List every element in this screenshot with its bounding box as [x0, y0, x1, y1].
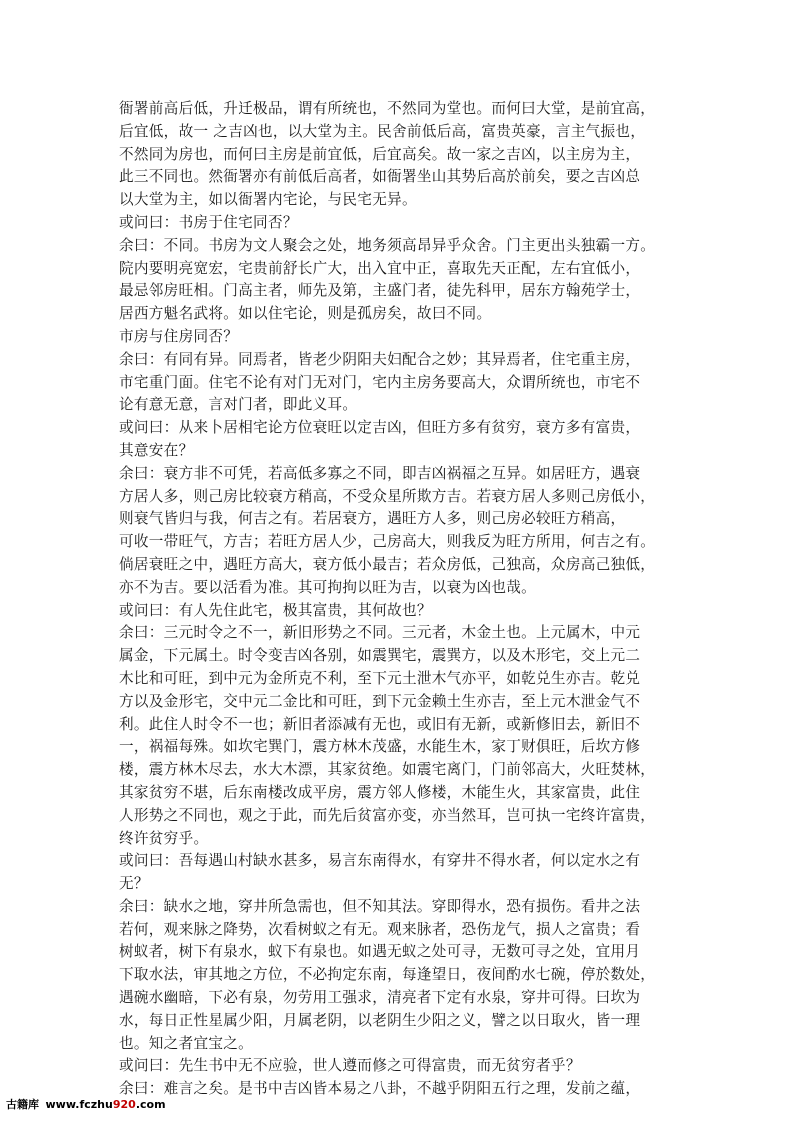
- text-line: 余曰：衰方非不可凭，若高低多寡之不同，即吉凶祸福之互异。如居旺方，遇衰: [119, 464, 641, 482]
- text-line: 市房与住房同否？: [119, 327, 239, 345]
- text-line: 终许贫穷乎。: [119, 829, 209, 847]
- text-line: 或问曰：书房于住宅同否？: [119, 213, 298, 231]
- text-line: 一，祸福每殊。如坎宅巽门，震方林木茂盛，水能生木，家丁财俱旺，后坎方修: [119, 738, 641, 756]
- text-line: 可收一带旺气，方吉；若旺方居人少，己房高大，则我反为旺方所用，何吉之有。: [119, 533, 656, 551]
- text-line: 亦不为吉。要以活看为准。其可拘拘以旺为吉，以衰为凶也哉。: [119, 578, 537, 596]
- text-line: 其意安在？: [119, 441, 194, 459]
- text-line: 最忌邻房旺相。门高主者，师先及第，主盛门者，徒先科甲，居东方翰苑学士，: [119, 282, 641, 300]
- text-line: 木比和可旺，到中元为金所克不利，至下元土泄木气亦平，如乾兑生亦吉。乾兑: [119, 669, 641, 687]
- text-line: 余曰：不同。书房为文人聚会之处，地务须高昂异乎众舍。门主更出头独霸一方。: [119, 236, 656, 254]
- text-line: 余曰：难言之矣。是书中吉凶皆本易之八卦，不越乎阴阳五行之理，发前之蕴，: [119, 1080, 641, 1098]
- text-line: 市宅重门面。住宅不论有对门无对门，宅内主房务要高大，众谓所统也，市宅不: [119, 373, 641, 391]
- text-line: 遇碗水幽暗，下必有泉，勿劳用工强求，清亮者下定有水泉，穿井可得。曰坎为: [119, 989, 641, 1007]
- text-line: 论有意无意，言对门者，即此义耳。: [119, 396, 358, 414]
- page-body-text: [119, 98, 689, 1101]
- text-line: 居西方魁名武将。如以住宅论，则是孤房矣，故曰不同。: [119, 305, 492, 323]
- text-line: 或问曰：吾每遇山村缺水甚多，易言东南得水，有穿井不得水者，何以定水之有: [119, 852, 641, 870]
- text-line: 楼，震方林木尽去，水大木漂，其家贫绝。如震宅离门，门前邻高大，火旺焚林，: [119, 761, 656, 779]
- url-highlight: 920: [112, 1098, 136, 1111]
- text-line: 衙署前高后低，升迁极品，谓有所统也，不然同为堂也。而何曰大堂，是前宜高，: [119, 100, 656, 117]
- text-line: 若何，观来脉之降势，次看树蚁之有无。观来脉者，恐伤龙气，损人之富贵；看: [119, 920, 641, 938]
- text-line: 倘居衰旺之中，遇旺方高大，衰方低小最吉；若众房低，己独高，众房高己独低，: [119, 555, 656, 573]
- footer-url-link[interactable]: [46, 1098, 166, 1111]
- url-prefix: www.fczhu: [45, 1098, 113, 1111]
- text-line: 人形势之不同也，观之于此，而先后贫富亦变，亦当然耳，岂可执一宅终许富贵，: [119, 806, 656, 824]
- site-footer: [6, 1098, 166, 1112]
- url-suffix: .com: [135, 1098, 166, 1111]
- text-line: 此三不同也。然衙署亦有前低后高者，如衙署坐山其势后高於前矣，要之吉凶总: [119, 168, 641, 186]
- text-line: 下取水法，审其地之方位，不必拘定东南，每逢望日，夜间酌水七碗，停於数处，: [119, 966, 656, 984]
- text-line: 后宜低，故一 之吉凶也，以大堂为主。民舍前低后高，富贵英豪，言主气振也，: [119, 122, 646, 140]
- text-line: 树蚁者，树下有泉水，蚁下有泉也。如遇无蚁之处可寻，无数可寻之处，宜用月: [119, 943, 641, 961]
- text-line: 以大堂为主，如以衙署内宅论，与民宅无异。: [119, 191, 417, 209]
- text-line: 也。知之者宜宝之。: [119, 1034, 254, 1052]
- text-line: 或问曰：先生书中无不应验，世人遵而修之可得富贵，而无贫穷者乎？: [119, 1057, 581, 1075]
- text-line: 水，每日正性星属少阳，月属老阴，以老阴生少阳之义，譬之以日取火，皆一理: [119, 1011, 641, 1029]
- text-line: 无？: [119, 875, 149, 893]
- text-line: 余曰：三元时令之不一，新旧形势之不同。三元者，木金土也。上元属木，中元: [119, 624, 641, 642]
- text-line: 余曰：有同有异。同焉者，皆老少阴阳夫妇配合之妙；其异焉者，住宅重主房，: [119, 350, 641, 368]
- text-line: 方以及金形宅，交中元二金比和可旺，到下元金赖土生亦吉，至上元木泄金气不: [119, 692, 641, 710]
- text-line: 不然同为房也，而何曰主房是前宜低，后宜高矣。故一家之吉凶，以主房为主，: [119, 145, 641, 163]
- text-line: 或问曰：有人先住此宅，极其富贵，其何故也？: [119, 601, 432, 619]
- text-line: 则衰气皆归与我，何吉之有。若居衰方，遇旺方人多，则己房必较旺方稍高，: [119, 510, 626, 528]
- text-line: 或问曰：从来卜居相宅论方位衰旺以定吉凶，但旺方多有贫穷，衰方多有富贵，: [119, 419, 641, 437]
- text-line: 其家贫穷不堪，后东南楼改成平房，震方邻人修楼，木能生火，其家富贵，此住: [119, 783, 641, 801]
- text-line: 方居人多，则己房比较衰方稍高，不受众星所欺方吉。若衰方居人多则己房低小，: [119, 487, 656, 505]
- text-line: 院内要明亮宽宏，宅贵前舒长广大，出入宜中正，喜取先天正配，左右宜低小，: [119, 259, 641, 277]
- text-line: 属金，下元属土。时令变吉凶各别，如震巽宅，震巽方，以及木形宅，交上元二: [119, 647, 641, 665]
- text-line: 余曰：缺水之地，穿井所急需也，但不知其法。穿即得水，恐有损伤。看井之法: [119, 897, 641, 915]
- footer-brand: 古籍库: [6, 1098, 39, 1111]
- text-line: 利。此住人时令不一也；新旧者添减有无也，或旧有无新，或新修旧去，新旧不: [119, 715, 641, 733]
